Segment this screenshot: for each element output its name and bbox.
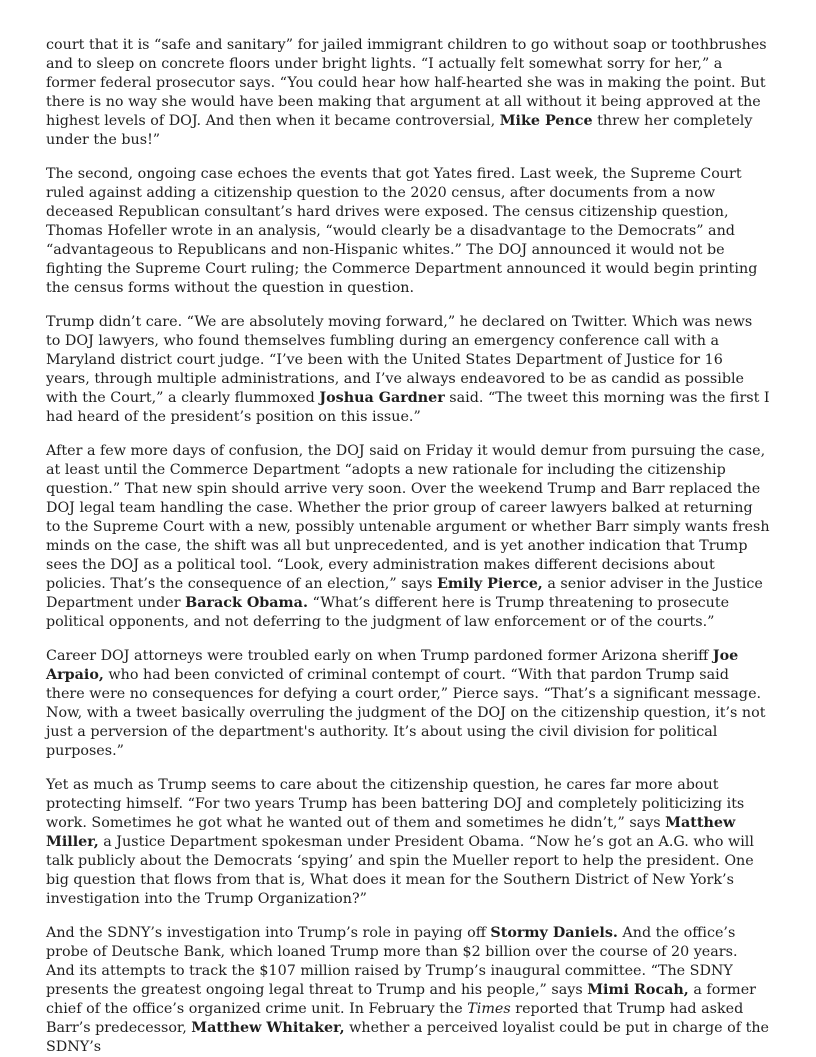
paragraph-text: court that it is “safe and sanitary” for jailed immigrant children to go without soap or toothbrushes and to sleep on concrete floors under bright lights. “I actually felt somewhat sorry for her,” a former federal prosecutor says. “You could hear how half-hearted she was in making the point. But there is no way she would have been making that argument at all without it being approved at the highest levels of DOJ. And then when it became controversial, [46,37,767,129]
paragraph-text: Career DOJ attorneys were troubled early on when Trump pardoned former Arizona sheriff [46,648,713,664]
person-name: Mimi Rocah, [587,982,689,998]
paragraph-text: a former chief of the office’s organized crime unit. In February the [46,982,756,1017]
article-paragraph [46,776,770,909]
paragraph-text: Yet as much as Trump seems to care about the citizenship question, he cares far more about protecting himself. “For two years Trump has been battering DOJ and completely politicizing its work. Sometimes he got what he wanted out of them and sometimes he didn’t,” says [46,777,745,831]
paragraph-text: reported that Trump had asked Barr’s predecessor, [46,1001,744,1036]
article-paragraph [46,165,770,298]
paragraph-text: who had been convicted of criminal contempt of court. “With that pardon Trump said there were no consequences for defying a court order,” Pierce says. “That’s a significant message. Now, with a tweet basically overruling the judgment of the DOJ on the citizenship question, it’s not just a perversion of the department's authority. It’s about using the civil division for political purposes.” [46,667,766,759]
paragraph-text: a Justice Department spokesman under President Obama. “Now he’s got an A.G. who will talk publicly about the Democrats ‘spying’ and spin the Mueller report to help the president. One big question that flows from that is, What does it mean for the Southern District of New York’s investigation into the Trump Organization?” [46,834,754,907]
paragraph-text: And the SDNY’s investigation into Trump’s role in paying off [46,925,491,941]
person-name: Stormy Daniels. [490,925,618,941]
article-paragraph [46,647,770,761]
person-name: Barack Obama. [185,595,308,611]
paragraph-text: a senior adviser in the Justice Department under [46,576,763,611]
paragraph-text: After a few more days of confusion, the DOJ said on Friday it would demur from pursuing the case, at least until the Commerce Department “adopts a new rationale for including the citizenship question.” That new spin should arrive very soon. Over the weekend Trump and Barr replaced the DOJ legal team handling the case. Whether the prior group of career lawyers balked at returning to the Supreme Court with a new, possibly untenable argument or whether Barr simply wants fresh minds on the case, the shift was all but unprecedented, and is yet another indication that Trump sees the DOJ as a political tool. “Look, every administration makes different decisions about policies. That’s the consequence of an election,” says [46,443,770,592]
person-name: Matthew Miller, [46,815,736,850]
paragraph-text: threw her completely under the bus!” [46,113,753,148]
person-name: Emily Pierce, [437,576,543,592]
paragraph-text: whether a perceived loyalist could be put in charge of the SDNY’s [46,1020,769,1055]
person-name: Joshua Gardner [319,390,445,406]
paragraph-text: And the office’s probe of Deutsche Bank, which loaned Trump more than $2 billion over the course of 20 years. And its attempts to track the $107 million raised by Trump’s inaugural committee. “The SDNY presents the greatest ongoing legal threat to Trump and his people,” says [46,925,738,998]
publication-title: Times [467,1001,511,1017]
article-paragraph [46,313,770,427]
paragraph-text: “What’s different here is Trump threatening to prosecute political opponents, and not deferring to the judgment of law enforcement or of the courts.” [46,595,730,630]
person-name: Mike Pence [499,113,593,129]
article-paragraph [46,442,770,632]
person-name: Matthew Whitaker, [191,1020,345,1036]
person-name: Joe Arpaio, [46,648,739,683]
article-body [46,36,770,1057]
paragraph-text: Trump didn’t care. “We are absolutely moving forward,” he declared on Twitter. Which was news to DOJ lawyers, who found themselves fumbling during an emergency conference call with a Maryland district court judge. “I’ve been with the United States Department of Justice for 16 years, through multiple administrations, and I’ve always endeavored to be as candid as possible with the Court,” a clearly flummoxed [46,314,753,406]
paragraph-text: The second, ongoing case echoes the events that got Yates fired. Last week, the Supreme Court ruled against adding a citizenship question to the 2020 census, after documents from a now deceased Republican consultant’s hard drives were exposed. The census citizenship question, Thomas Hofeller wrote in an analysis, “would clearly be a disadvantage to the Democrats” and “advantageous to Republicans and non-Hispanic whites.” The DOJ announced it would not be fighting the Supreme Court ruling; the Commerce Department announced it would begin printing the census forms without the question in question. [46,166,758,296]
paragraph-text: said. “The tweet this morning was the first I had heard of the president’s position on this issue.” [46,390,770,425]
article-paragraph [46,36,770,150]
article-paragraph [46,924,770,1057]
